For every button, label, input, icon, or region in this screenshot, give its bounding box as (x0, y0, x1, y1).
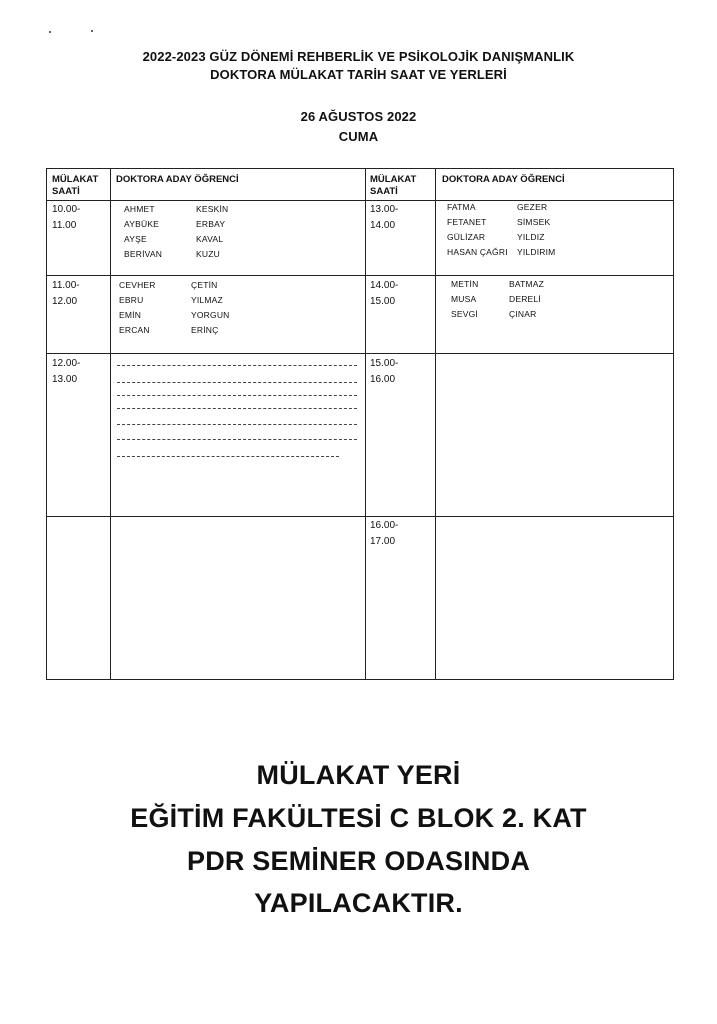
student-list (451, 277, 478, 322)
student-last-name: YILDIZ (517, 232, 545, 242)
header-students-right: DOKTORA ADAY ÖĞRENCİ (442, 174, 565, 185)
student-last-name: YILDIRIM (517, 247, 556, 257)
blank-entry-line (117, 395, 357, 396)
time-end: 16.00 (370, 374, 396, 385)
blank-entry-line (117, 439, 357, 440)
time-end: 12.00 (52, 296, 78, 307)
header-time-label: SAATİ (52, 186, 80, 197)
table-divider (47, 516, 673, 517)
document-title-line1: 2022-2023 GÜZ DÖNEMİ REHBERLİK VE PSİKOLOJİK DANIŞMANLIK (142, 49, 575, 64)
student-first-name: FATMA (447, 202, 476, 212)
header-students-left: DOKTORA ADAY ÖĞRENCİ (116, 174, 239, 185)
student-first-name: EMİN (119, 310, 142, 320)
student-last-name: KAVAL (196, 234, 224, 244)
student-list (447, 200, 508, 260)
student-first-name: AHMET (124, 204, 155, 214)
blank-entry-line (117, 424, 357, 425)
student-last-name: ÇETİN (191, 280, 218, 290)
student-last-name: ERBAY (196, 219, 226, 229)
student-first-name: EBRU (119, 295, 144, 305)
table-divider (435, 169, 436, 679)
student-last-name: KUZU (196, 249, 220, 259)
student-first-name: FETANET (447, 217, 487, 227)
scan-speck (91, 30, 93, 32)
time-start: 12.00- (52, 358, 81, 369)
time-slot (370, 278, 398, 310)
scan-speck (49, 31, 51, 33)
time-start: 15.00- (370, 358, 399, 369)
student-list (119, 278, 156, 338)
time-slot (52, 278, 80, 310)
student-first-name: CEVHER (119, 280, 156, 290)
blank-entry-line (117, 365, 357, 366)
table-divider (110, 169, 111, 679)
location-room: PDR SEMİNER ODASINDA (186, 846, 531, 876)
document-title-line2: DOKTORA MÜLAKAT TARİH SAAT VE YERLERİ (210, 67, 507, 82)
time-slot (370, 518, 398, 550)
time-end: 15.00 (370, 296, 396, 307)
student-last-name: BATMAZ (509, 279, 545, 289)
time-start: 13.00- (370, 204, 399, 215)
time-start: 10.00- (52, 204, 81, 215)
student-last-name: YILMAZ (191, 295, 223, 305)
header-time-label: MÜLAKAT (52, 174, 99, 185)
student-first-name: AYBÜKE (124, 219, 160, 229)
student-list (517, 200, 550, 245)
header-time-right (370, 174, 416, 198)
student-list (196, 202, 228, 262)
blank-entry-line (117, 408, 357, 409)
student-last-name: SİMSEK (517, 217, 551, 227)
header-time-label: MÜLAKAT (370, 174, 417, 185)
student-last-name: YORGUN (191, 310, 230, 320)
time-start: 16.00- (370, 520, 399, 531)
time-end: 17.00 (370, 536, 396, 547)
table-divider (47, 200, 673, 201)
table-divider (47, 353, 673, 354)
time-slot (52, 202, 80, 234)
student-list (191, 278, 230, 338)
student-first-name: AYŞE (124, 234, 147, 244)
time-slot (370, 356, 398, 388)
student-list (509, 277, 544, 322)
student-first-name: ERCAN (119, 325, 150, 335)
time-end: 14.00 (370, 220, 396, 231)
blank-entry-line (117, 456, 339, 457)
location-heading: MÜLAKAT YERİ (256, 760, 461, 790)
student-first-name: SEVGİ (451, 309, 478, 319)
student-list (124, 202, 162, 262)
time-end: 11.00 (52, 220, 77, 231)
student-last-name: ÇINAR (509, 309, 537, 319)
time-slot (52, 356, 80, 388)
student-last-name: GEZER (517, 202, 548, 212)
time-slot (370, 202, 398, 234)
table-divider (47, 275, 673, 276)
student-last-name: ERİNÇ (191, 325, 219, 335)
student-first-name: GÜLİZAR (447, 232, 486, 242)
time-start: 11.00- (52, 280, 80, 291)
student-first-name: BERİVAN (124, 249, 163, 259)
student-last-name: KESKİN (196, 204, 229, 214)
table-divider (365, 169, 366, 679)
document-day: CUMA (338, 129, 379, 144)
student-last-name: DERELİ (509, 294, 541, 304)
time-start: 14.00- (370, 280, 399, 291)
header-time-label: SAATİ (370, 186, 398, 197)
blank-entry-line (117, 382, 357, 383)
header-time-left (52, 174, 98, 198)
student-first-name: HASAN ÇAĞRI (447, 247, 508, 257)
location-building: EĞİTİM FAKÜLTESİ C BLOK 2. KAT (130, 803, 587, 833)
interview-schedule-table (46, 168, 674, 680)
location-closing: YAPILACAKTIR. (254, 888, 463, 918)
student-first-name: MUSA (451, 294, 477, 304)
student-first-name: METİN (451, 279, 479, 289)
document-date: 26 AĞUSTOS 2022 (300, 109, 417, 124)
time-end: 13.00 (52, 374, 78, 385)
